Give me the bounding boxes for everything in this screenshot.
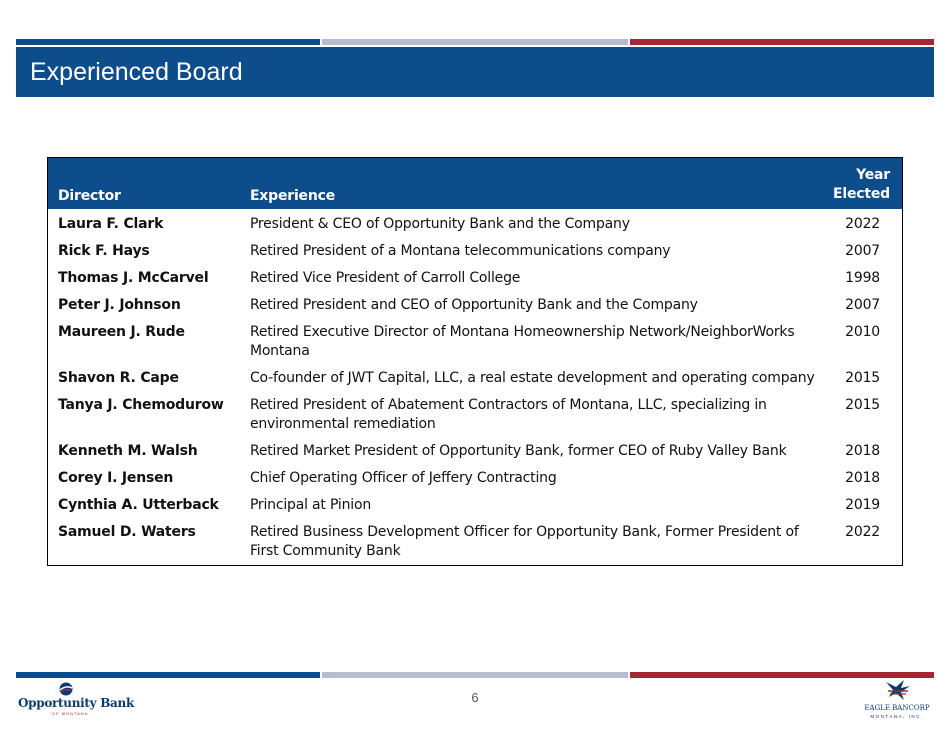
header-experience: Experience <box>250 158 833 210</box>
stripe-blue-segment <box>16 39 320 45</box>
year-cell: 2018 <box>845 443 880 459</box>
stripe-gray-segment <box>322 39 628 45</box>
experience-cell: Principal at Pinion <box>249 497 371 513</box>
experience-cell: Retired Executive Director of Montana Homeownership Network/NeighborWorks Montana <box>249 324 795 359</box>
eagle-bancorp-sub: MONTANA, INC. <box>870 714 924 719</box>
year-cell: 2007 <box>845 297 880 313</box>
table-row <box>48 265 903 292</box>
director-cell: Tanya J. Chemodurow <box>58 397 224 413</box>
eagle-bancorp-name: EAGLE BANCORP <box>864 704 930 712</box>
title-bar <box>16 47 934 97</box>
director-cell: Corey I. Jensen <box>58 470 174 486</box>
experience-cell: Co-founder of JWT Capital, LLC, a real estate development and operating company <box>249 370 815 386</box>
slide-title: Experienced Board <box>30 58 243 86</box>
director-cell: Laura F. Clark <box>58 216 164 232</box>
year-cell: 1998 <box>845 270 880 286</box>
stripe-blue-segment <box>16 672 320 678</box>
director-cell: Kenneth M. Walsh <box>58 443 198 459</box>
experience-cell: President & CEO of Opportunity Bank and the Company <box>249 216 630 232</box>
year-cell: 2010 <box>845 324 880 340</box>
year-cell: 2015 <box>845 397 880 413</box>
director-cell: Samuel D. Waters <box>58 524 196 540</box>
experience-cell: Retired Business Development Officer for Opportunity Bank, Former President of First Community Bank <box>249 524 799 559</box>
eagle-icon <box>884 678 912 702</box>
board-table-header <box>48 158 903 210</box>
table-row <box>48 365 903 392</box>
stripe-red-segment <box>630 39 934 45</box>
header-year-line1: Year <box>856 167 890 183</box>
table-row <box>48 392 903 438</box>
year-cell: 2022 <box>845 524 880 540</box>
table-row <box>48 438 903 465</box>
eagle-bancorp-logo <box>858 678 936 724</box>
header-row <box>48 158 903 210</box>
header-year-elected <box>833 158 902 210</box>
table-row <box>48 519 903 566</box>
director-cell: Shavon R. Cape <box>58 370 179 386</box>
experience-cell: Retired President of Abatement Contractors of Montana, LLC, specializing in environmental remediation <box>249 397 767 432</box>
table-row <box>48 238 903 265</box>
page-number: 6 <box>471 690 479 705</box>
experience-cell: Retired Vice President of Carroll College <box>249 270 521 286</box>
table-row <box>48 492 903 519</box>
board-table <box>47 157 903 566</box>
director-cell: Cynthia A. Utterback <box>58 497 219 513</box>
director-cell: Maureen J. Rude <box>58 324 185 340</box>
year-cell: 2015 <box>845 370 880 386</box>
year-cell: 2022 <box>845 216 880 232</box>
bottom-color-stripe <box>16 672 934 678</box>
opportunity-bank-sub: OF MONTANA <box>52 711 89 716</box>
director-cell: Peter J. Johnson <box>58 297 181 313</box>
header-director: Director <box>48 158 250 210</box>
stripe-gray-segment <box>322 672 628 678</box>
year-cell: 2007 <box>845 243 880 259</box>
table-row <box>48 465 903 492</box>
board-table-body <box>48 209 903 566</box>
header-year-line2: Elected <box>833 186 890 202</box>
opportunity-bank-name: Opportunity Bank <box>18 696 134 710</box>
year-cell: 2018 <box>845 470 880 486</box>
experience-cell: Chief Operating Officer of Jeffery Contracting <box>249 470 557 486</box>
top-color-stripe <box>16 39 934 45</box>
table-row <box>48 319 903 365</box>
director-cell: Thomas J. McCarvel <box>58 270 209 286</box>
experience-cell: Retired President of a Montana telecommunications company <box>249 243 671 259</box>
year-cell: 2019 <box>845 497 880 513</box>
experience-cell: Retired President and CEO of Opportunity Bank and the Company <box>249 297 698 313</box>
table-row <box>48 292 903 319</box>
experience-cell: Retired Market President of Opportunity Bank, former CEO of Ruby Valley Bank <box>249 443 787 459</box>
director-cell: Rick F. Hays <box>58 243 150 259</box>
table-row <box>48 209 903 238</box>
